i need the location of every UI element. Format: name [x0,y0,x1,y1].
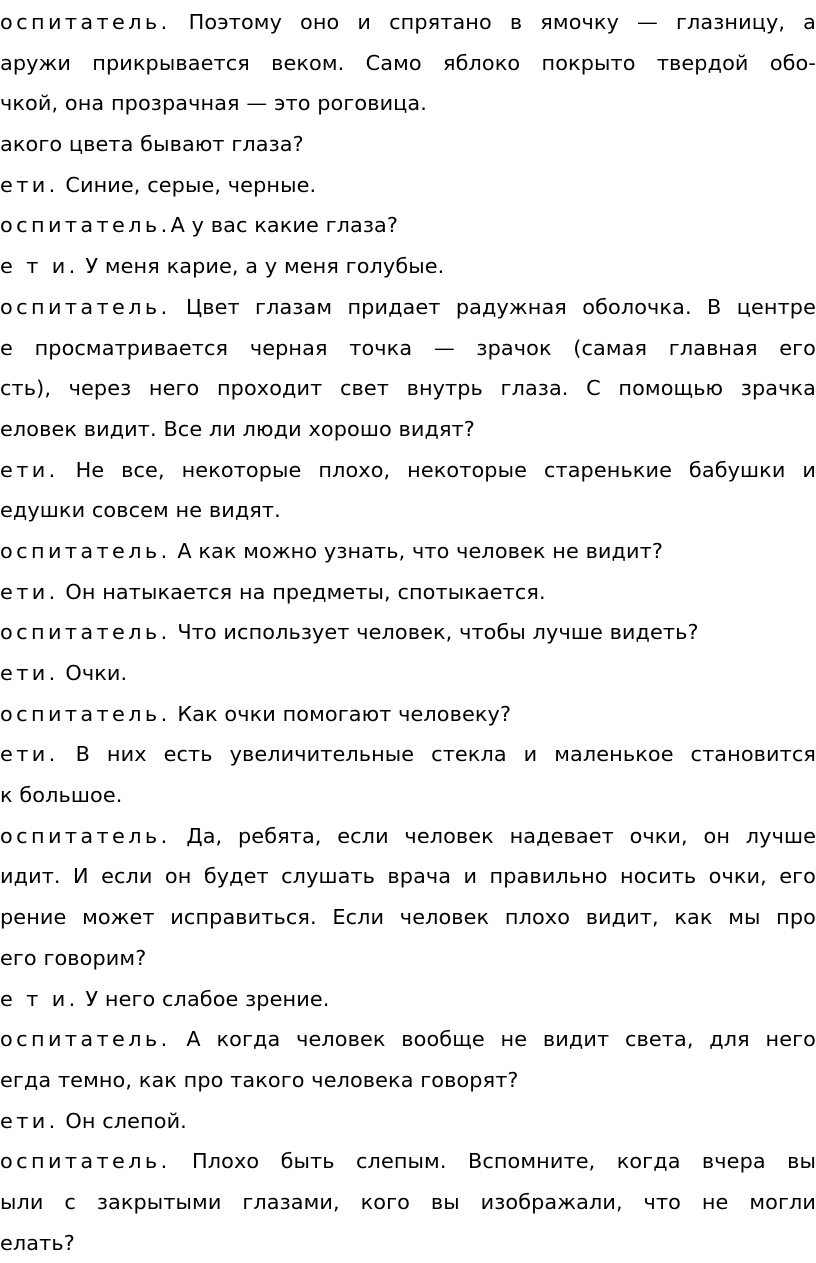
line-text: сть), через него проходит свет внутрь глаза. С помощью зрачка [0,376,816,401]
text-line [0,246,816,287]
line-text: егда темно, как про такого человека говорят? [0,1067,519,1092]
text-line [0,124,816,165]
line-text: Не все, некоторые плохо, некоторые старенькие бабушки и [58,457,816,482]
line-text: А как можно узнать, что человек не видит? [170,538,663,563]
line-text: У меня карие, а у меня голубые. [78,254,445,279]
line-text: Плохо быть слепым. Вспомните, когда вчера вы [170,1149,816,1174]
line-text: У него слабое зрение. [78,986,330,1011]
text-line [0,938,816,979]
speaker-label: ети. [0,661,59,685]
speaker-label: ети. [0,457,59,482]
text-line [0,1101,816,1142]
line-text: е просматривается черная точка — зрачок (самая главная его [0,335,816,360]
line-text: рение может исправиться. Если человек плохо видит, как мы про [0,905,816,930]
line-text: идит. И если он будет слушать врача и правильно носить очки, его [0,864,816,889]
speaker-label: оспитатель. [0,701,171,726]
speaker-label: оспитатель. [0,823,171,848]
line-text: Очки. [58,661,128,685]
text-line [0,1019,816,1060]
text-line [0,1141,816,1182]
text-line [0,205,816,246]
text-line [0,897,816,938]
text-line [0,653,816,694]
line-text: акого цвета бывают глаза? [0,132,304,157]
text-line [0,287,816,328]
line-text: чкой, она прозрачная — это роговица. [0,91,427,116]
speaker-label: оспитатель. [0,1149,171,1174]
text-line [0,328,816,369]
speaker-label: оспитатель. [0,294,171,319]
line-text: А когда человек вообще не видит света, для него [170,1027,816,1052]
text-line [0,734,816,775]
text-line [0,165,816,206]
speaker-label: е т и. [0,986,79,1011]
text-line [0,368,816,409]
text-line [0,43,816,84]
text-line [0,2,816,43]
speaker-label: оспитатель. [0,538,171,563]
speaker-label: оспитатель. [0,620,171,645]
speaker-label: ети. [0,742,59,767]
line-text: аружи прикрывается веком. Само яблоко покрыто твердой обо- [0,50,816,75]
line-text: Да, ребята, если человек надевает очки, он лучше [170,823,816,848]
line-text: Он натыкается на предметы, спотыкается. [58,579,546,604]
text-line [0,1182,816,1223]
line-text: ыли с закрытыми глазами, кого вы изображали, что не могли [0,1189,816,1214]
line-text: еловек видит. Все ли люди хорошо видят? [0,416,475,441]
text-line [0,612,816,653]
line-text: его говорим? [0,945,147,970]
text-line [0,490,816,531]
speaker-label: ети. [0,579,59,604]
text-line [0,531,816,572]
speaker-label: оспитатель. [0,213,171,238]
text-line [0,856,816,897]
line-text: к большое. [0,783,123,808]
line-text: елать? [0,1230,75,1255]
line-text: В них есть увеличительные стекла и маленькое становится [58,742,816,767]
speaker-label: е т и. [0,254,79,279]
document-text [0,2,816,1263]
text-line [0,83,816,124]
line-text: Цвет глазам придает радужная оболочка. В центре [170,294,816,319]
speaker-label: оспитатель. [0,1027,171,1052]
text-line [0,816,816,857]
speaker-label: ети. [0,172,59,197]
line-text: А у вас какие глаза? [170,213,399,238]
line-text: Поэтому оно и спрятано в ямочку — глазницу, а [170,10,816,34]
text-line [0,979,816,1020]
line-text: Как очки помогают человеку? [170,701,512,726]
line-text: Синие, серые, черные. [58,172,317,197]
text-line [0,409,816,450]
line-text: Что использует человек, чтобы лучше видеть? [170,620,699,645]
speaker-label: оспитатель. [0,10,171,34]
text-line [0,1223,816,1263]
speaker-label: ети. [0,1108,59,1133]
text-line [0,450,816,491]
text-line [0,1060,816,1101]
line-text: едушки совсем не видят. [0,498,281,523]
text-line [0,572,816,613]
line-text: Он слепой. [58,1108,187,1133]
text-line [0,694,816,735]
text-line [0,775,816,816]
